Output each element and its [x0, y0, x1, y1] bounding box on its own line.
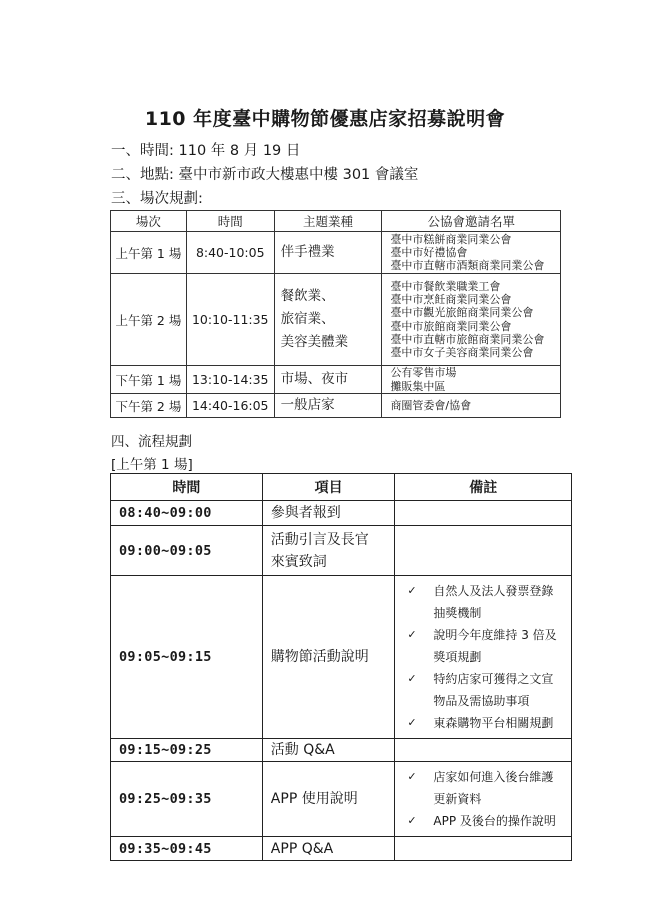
- association-item: 臺中市好禮協會: [390, 245, 468, 259]
- session-topics: [274, 366, 382, 394]
- association-item: 公有零售市場: [390, 366, 457, 380]
- topic-line: 伴手禮業: [280, 244, 335, 260]
- note-line: 更新資料: [433, 792, 482, 806]
- flow-item-line: 購物節活動說明: [270, 649, 369, 665]
- note-list: [405, 580, 565, 734]
- flow-item-line: 參與者報到: [270, 505, 341, 521]
- flow-header-item: 項目: [262, 474, 395, 501]
- flow-item: [262, 526, 395, 576]
- note-item: [405, 712, 565, 734]
- check-icon: ✓: [407, 628, 417, 641]
- association-item: 商圈管委會/協會: [390, 398, 472, 412]
- association-item: 臺中市直轄市旅館商業同業公會: [390, 332, 545, 346]
- flow-item-line: 活動引言及長官: [270, 531, 369, 548]
- flow-time: 09:15~09:25: [111, 739, 263, 762]
- flow-notes: [395, 576, 572, 739]
- flow-time: 09:35~09:45: [111, 837, 263, 861]
- check-icon: ✓: [407, 716, 417, 729]
- session-name: 下午第 1 場: [111, 366, 187, 394]
- note-line: 自然人及法人發票登錄: [433, 584, 554, 598]
- session-name: 下午第 2 場: [111, 394, 187, 418]
- flow-row: [111, 501, 572, 526]
- header-time: 時間: [186, 211, 274, 232]
- flow-item-line: 來賓致詞: [270, 553, 327, 570]
- flow-notes: [395, 837, 572, 861]
- flow-header-row: [111, 474, 572, 501]
- association-item: 臺中市觀光旅館商業同業公會: [390, 306, 534, 320]
- flow-time: 09:05~09:15: [111, 576, 263, 739]
- flow-item-line: 活動 Q&A: [270, 742, 335, 758]
- association-list: [382, 274, 561, 366]
- note-line: 東森購物平台相關規劃: [433, 716, 554, 730]
- check-icon: ✓: [407, 770, 417, 783]
- check-icon: ✓: [407, 672, 417, 685]
- flow-time: 08:40~09:00: [111, 501, 263, 526]
- header-association: 公協會邀請名單: [382, 211, 561, 232]
- header-topic: 主題業種: [274, 211, 382, 232]
- flow-time: 09:25~09:35: [111, 762, 263, 837]
- flow-notes: [395, 526, 572, 576]
- flow-item-line: APP 使用說明: [270, 791, 358, 807]
- association-item: 臺中市女子美容商業同業公會: [390, 345, 534, 359]
- flow-notes: [395, 762, 572, 837]
- flow-item: [262, 501, 395, 526]
- session-label: [上午第 1 場]: [111, 457, 193, 473]
- flow-table: [110, 473, 572, 861]
- association-item: 臺中市直轄市酒類商業同業公會: [390, 259, 545, 273]
- flow-item: [262, 837, 395, 861]
- note-line: 說明今年度維持 3 倍及: [433, 628, 557, 642]
- flow-plan-heading: 四、流程規劃: [111, 434, 192, 450]
- association-item: 臺中市旅館商業同業公會: [390, 319, 512, 333]
- note-line: 抽獎機制: [433, 606, 482, 620]
- header-session: 場次: [111, 211, 187, 232]
- association-list: [382, 394, 561, 418]
- session-time: 8:40-10:05: [186, 232, 274, 274]
- note-line: APP 及後台的操作說明: [433, 814, 556, 828]
- schedule-row: [111, 394, 561, 418]
- flow-time: 09:00~09:05: [111, 526, 263, 576]
- session-name: 上午第 2 場: [111, 274, 187, 366]
- topic-line: 旅宿業、: [280, 311, 335, 327]
- session-schedule-table: [110, 210, 561, 418]
- session-time: 14:40-16:05: [186, 394, 274, 418]
- session-name: 上午第 1 場: [111, 232, 187, 274]
- note-line: 物品及需協助事項: [433, 694, 530, 708]
- flow-item: [262, 576, 395, 739]
- flow-item: [262, 739, 395, 762]
- check-icon: ✓: [407, 584, 417, 597]
- session-plan-heading: 三、場次規劃:: [111, 191, 203, 207]
- association-item: 攤販集中區: [390, 379, 446, 393]
- session-topics: [274, 274, 382, 366]
- association-item: 臺中市餐飲業職業工會: [390, 279, 501, 293]
- document-title: 110 年度臺中購物節優惠店家招募說明會: [144, 108, 506, 130]
- note-line: 獎項規劃: [433, 650, 482, 664]
- note-list: [405, 766, 565, 832]
- note-item: [405, 668, 565, 712]
- topic-line: 市場、夜市: [280, 371, 349, 387]
- association-item: 臺中市烹飪商業同業公會: [390, 293, 512, 307]
- note-item: [405, 766, 565, 810]
- flow-notes: [395, 739, 572, 762]
- check-icon: ✓: [407, 814, 417, 827]
- session-topics: [274, 394, 382, 418]
- schedule-row: [111, 366, 561, 394]
- schedule-row: [111, 274, 561, 366]
- flow-notes: [395, 501, 572, 526]
- flow-row: [111, 837, 572, 861]
- association-list: [382, 232, 561, 274]
- schedule-row: [111, 232, 561, 274]
- flow-row: [111, 576, 572, 739]
- schedule-header-row: [111, 211, 561, 232]
- session-time: 10:10-11:35: [186, 274, 274, 366]
- note-item: [405, 580, 565, 624]
- meeting-location: 二、地點: 臺中市新市政大樓惠中樓 301 會議室: [111, 167, 419, 183]
- topic-line: 一般店家: [280, 397, 335, 413]
- session-topics: [274, 232, 382, 274]
- flow-header-time: 時間: [111, 474, 263, 501]
- flow-row: [111, 526, 572, 576]
- note-line: 店家如何進入後台維護: [433, 770, 554, 784]
- flow-row: [111, 739, 572, 762]
- topic-line: 美容美體業: [280, 334, 349, 350]
- note-item: [405, 624, 565, 668]
- session-time: 13:10-14:35: [186, 366, 274, 394]
- note-item: [405, 810, 565, 832]
- flow-header-notes: 備註: [395, 474, 572, 501]
- association-list: [382, 366, 561, 394]
- note-line: 特約店家可獲得之文宣: [433, 672, 554, 686]
- association-item: 臺中市糕餅商業同業公會: [390, 232, 512, 246]
- flow-item-line: APP Q&A: [270, 840, 334, 857]
- flow-row: [111, 762, 572, 837]
- topic-line: 餐飲業、: [280, 288, 335, 304]
- meeting-time: 一、時間: 110 年 8 月 19 日: [111, 143, 301, 159]
- flow-item: [262, 762, 395, 837]
